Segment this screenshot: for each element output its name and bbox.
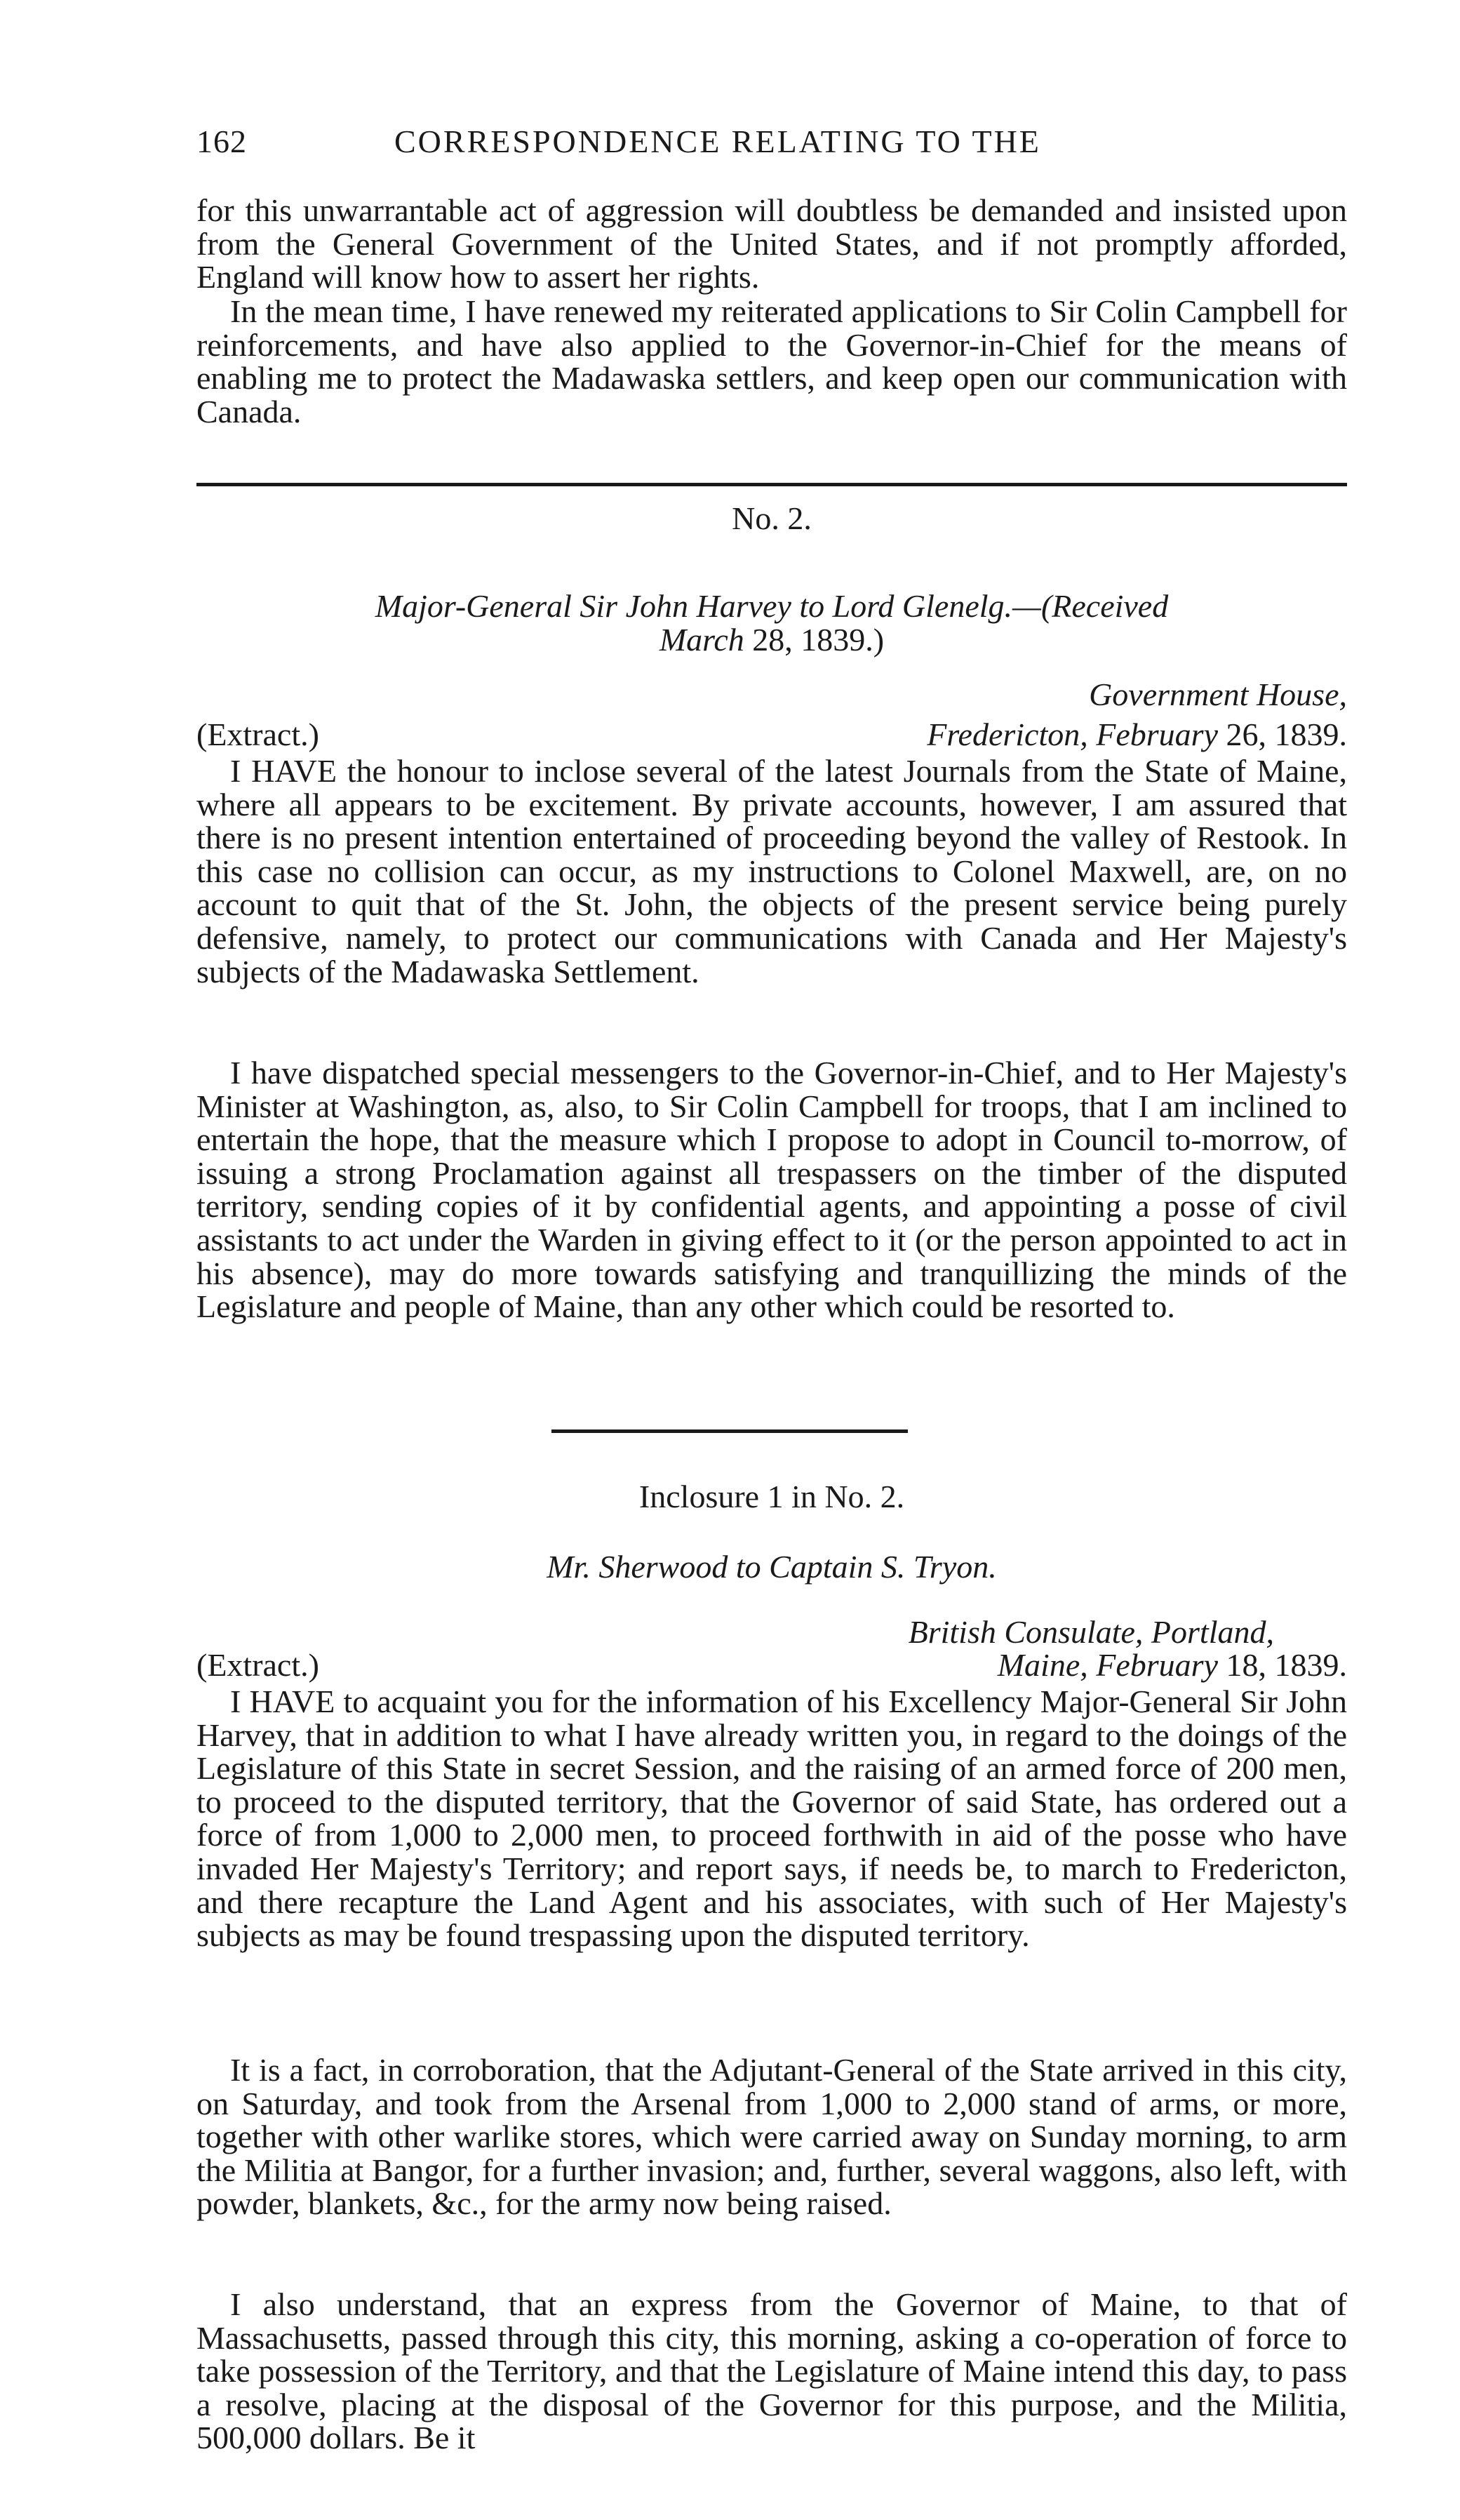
section-divider-rule (196, 483, 1347, 486)
inclosure-title: Mr. Sherwood to Captain S. Tryon. (547, 1549, 997, 1585)
letter-date: 26, 1839. (1226, 716, 1347, 752)
letter-paragraph-1: I HAVE the honour to inclose several of the latest Journals from the State of Maine, where all appears to be excitement. By private accounts, however, I am assured that there is no present intention entertained of proceeding beyond the valley of Restook. In this case no collision can occur, as my instructions to Colonel Maxwell, are, on no account to quit that of the St. John, the objects of the present service being purely defensive, namely, to protect our communications with Canada and Her Majesty's subjects of the Madawaska Settlement. (196, 753, 1347, 989)
inclosure-address-line-1: British Consulate, Portland, (908, 1614, 1274, 1650)
letter-place-date: Fredericton, February (927, 716, 1218, 752)
letter-received-date: 28, 1839.) (752, 622, 885, 658)
letter-title-line-1: Major-General Sir John Harvey to Lord Glenelg.—(Received (375, 588, 1169, 624)
letter-paragraph-2: I have dispatched special messengers to the Governor-in-Chief, and to Her Majesty's Minister at Washington, as, also, to Sir Colin Campbell for troops, that I am inclined to entertain the hope, that the measure which I propose to adopt in Council to-morrow, of issuing a strong Proclamation against all trespassers on the timber of the disputed territory, sending copies of it by confidential agents, and appointing a posse of civil assistants to act under the Warden in giving effect to it (or the person appointed to act in his absence), may do more towards satisfying and tranquillizing the minds of the Legislature and people of Maine, than any other which could be resorted to. (196, 1055, 1347, 1325)
inclosure-address-line-2 (998, 1648, 1347, 1682)
short-divider-rule (551, 1429, 908, 1433)
page-number: 162 (196, 124, 247, 159)
letter-address-line-2 (927, 718, 1347, 752)
letter-number-heading: No. 2. (732, 500, 812, 536)
letter-extract-label: (Extract.) (196, 716, 319, 752)
letter-title-line-2 (196, 622, 1347, 658)
letter-address-line-1: Government House, (1089, 676, 1347, 712)
inclosure-place-date: Maine, February (997, 1647, 1218, 1683)
inclosure-heading: Inclosure 1 in No. 2. (638, 1479, 905, 1514)
intro-paragraph-1: for this unwarrantable act of aggression will doubtless be demanded and insisted upon from the General Government of the United States, and if not promptly afforded, England will know how to assert her rights. (196, 192, 1347, 295)
inclosure-date: 18, 1839. (1226, 1647, 1347, 1683)
intro-paragraph-2: In the mean time, I have renewed my reiterated applications to Sir Colin Campbell for reinforcements, and have also applied to the Governor-in-Chief for the means of enabling me to protect the Madawaska settlers, and keep open our communication with Canada. (196, 293, 1347, 429)
inclosure-extract-label: (Extract.) (196, 1647, 319, 1683)
inclosure-paragraph-3: I also understand, that an express from the Governor of Maine, to that of Massachusetts, passed through this city, this morning, asking a co-operation of force to take possession of the Territory, and that the Legislature of Maine intend this day, to pass a resolve, placing at the disposal of the Governor for this purpose, and the Militia, 500,000 dollars. Be it (196, 2286, 1347, 2456)
running-title: CORRESPONDENCE RELATING TO THE (394, 124, 1041, 159)
inclosure-paragraph-2: It is a fact, in corroboration, that the Adjutant-General of the State arrived in this city, on Saturday, and took from the Arsenal from 1,000 to 2,000 stand of arms, or more, together with other warlike stores, which were carried away on Sunday morning, to arm the Militia at Bangor, for a further invasion; and, further, several waggons, also left, with powder, blankets, &c., for the army now being raised. (196, 2052, 1347, 2222)
letter-received-month: March (659, 622, 744, 658)
inclosure-paragraph-1: I HAVE to acquaint you for the information of his Excellency Major-General Sir John Harvey, that in addition to what I have already written you, in regard to the doings of the Legislature of this State in secret Session, and the raising of an armed force of 200 men, to proceed to the disputed territory, that the Governor of said State, has ordered out a force of from 1,000 to 2,000 men, to proceed forthwith in aid of the posse who have invaded Her Majesty's Territory; and report says, if needs be, to march to Fredericton, and there recapture the Land Agent and his associates, with such of Her Majesty's subjects as may be found trespassing upon the disputed territory. (196, 1684, 1347, 1954)
